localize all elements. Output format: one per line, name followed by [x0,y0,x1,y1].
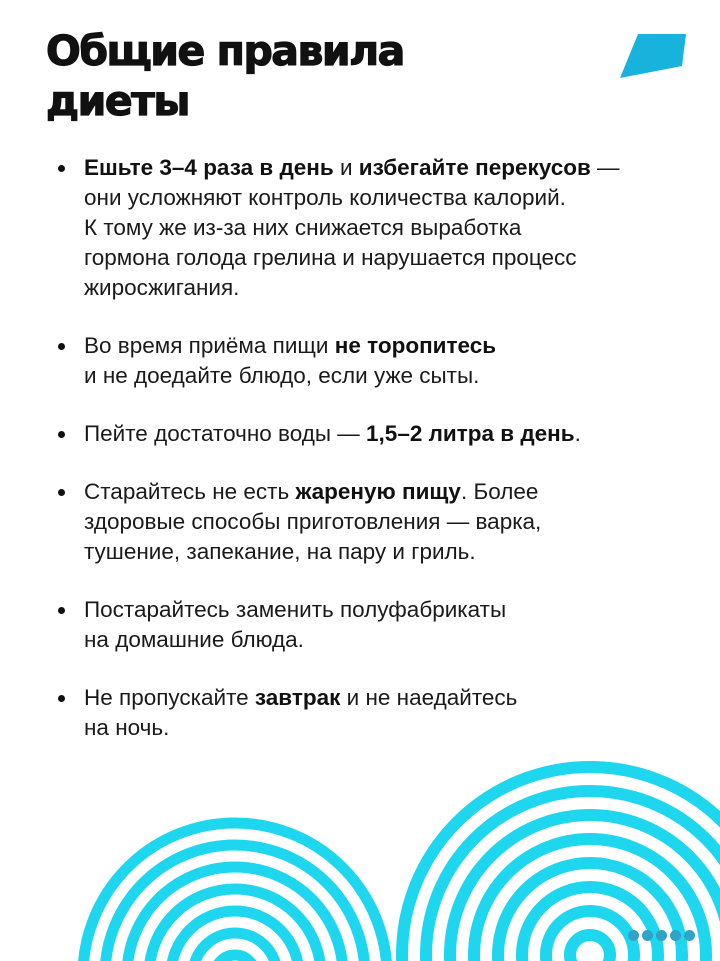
pager-dot [670,930,681,941]
rule-text: Не пропускайте [84,685,255,710]
pager-dot [642,930,653,941]
pager-dot [628,930,639,941]
rule-emphasis: жареную пищу [295,479,461,504]
ring-circle [570,935,610,961]
ring-circle [215,955,255,961]
rule-text: и не наедайтесь [340,685,518,710]
rule-emphasis: завтрак [254,685,341,710]
rule-text: — [590,155,620,180]
rule-emphasis: не торопитесь [334,333,497,358]
title-line-1: Общие правила [46,27,404,75]
title-line-2: диеты [46,77,189,125]
rule-text: гормона голода грелина и нарушается процесс [84,245,577,270]
rule-text: и [333,155,359,180]
rule-text: . [574,421,581,446]
pager-dots [628,930,695,941]
pager-dot [684,930,695,941]
rule-text: . Более [460,479,539,504]
rule-text: К тому же из-за них снижается выработка [84,215,522,240]
rule-text: на домашние блюда. [84,627,304,652]
rule-text: жиросжигания. [84,275,240,300]
rule-text: они усложняют контроль количества калорий. [84,185,566,210]
rule-emphasis: избегайте перекусов [358,155,591,180]
rule-text: Постарайтесь заменить полуфабрикаты [84,597,507,622]
pager-dot [656,930,667,941]
rule-emphasis: Ешьте 3–4 раза в день [84,155,334,180]
rings-group-small [83,823,387,961]
rule-text: здоровые способы приготовления — варка, [84,509,542,534]
rule-text: Пейте достаточно воды — [84,421,367,446]
rule-text: Во время приёма пищи [84,333,335,358]
rule-text: Старайтесь не есть [84,479,296,504]
rule-emphasis: 1,5–2 литра в день [366,421,575,446]
rule-text: тушение, запекание, на пару и гриль. [84,539,476,564]
rule-text: на ночь. [84,715,170,740]
rule-text: и не доедайте блюдо, если уже сыты. [84,363,480,388]
